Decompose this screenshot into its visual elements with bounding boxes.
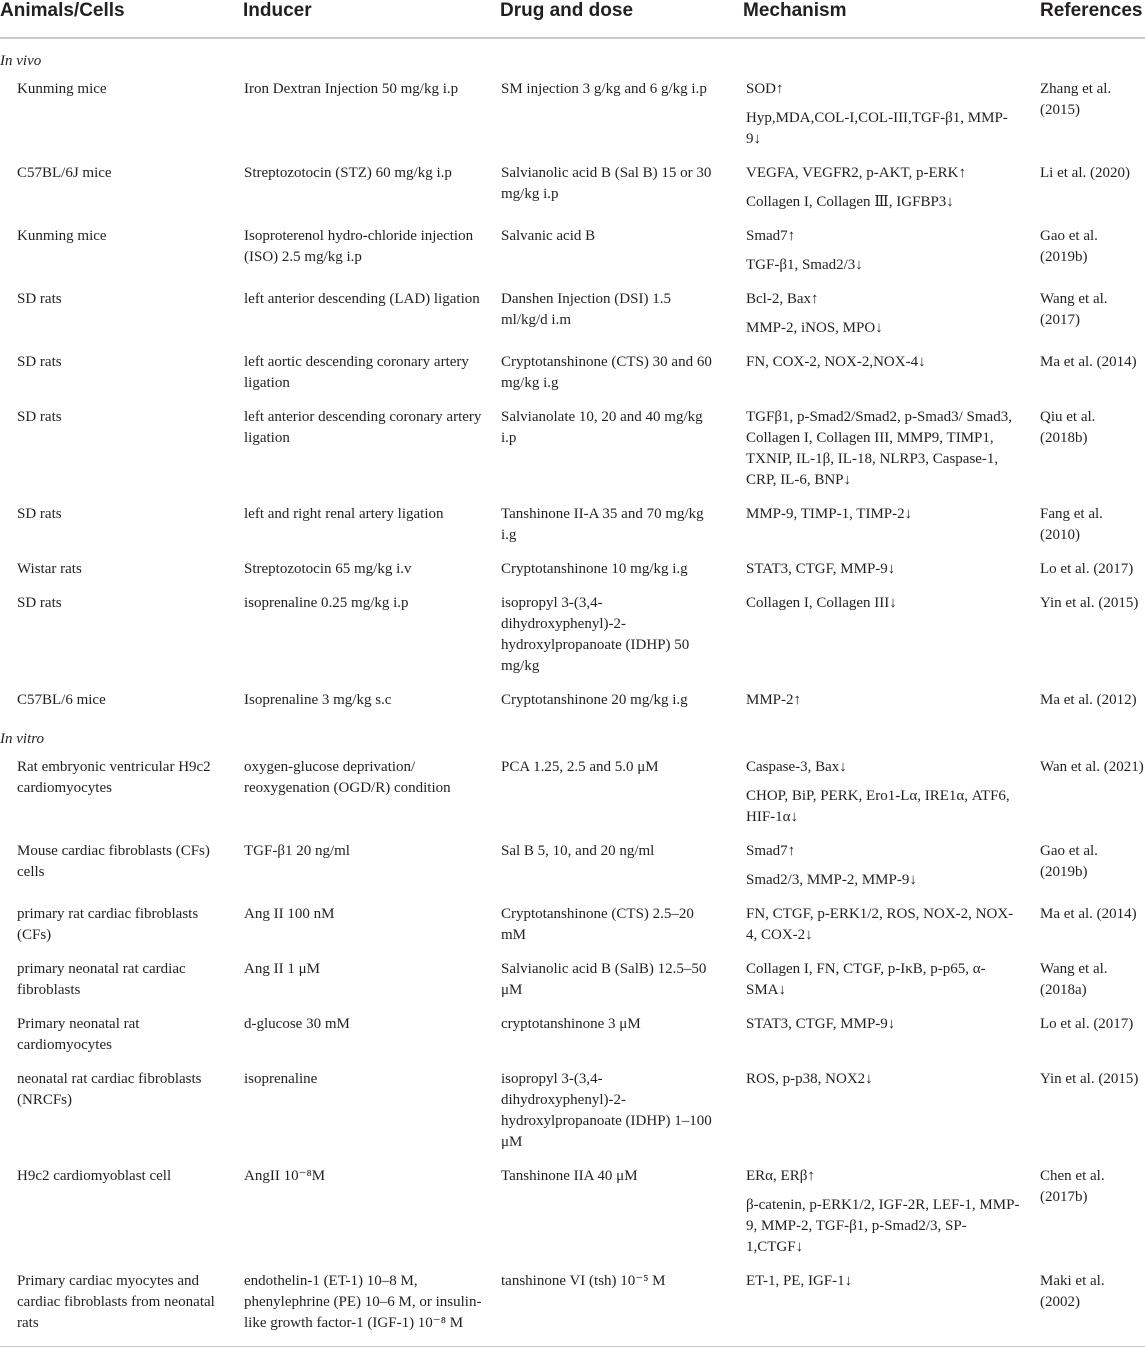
mechanism-line: CHOP, BiP, PERK, Ero1-Lα, IRE1α, ATF6, HIF-1α↓ [746,788,1010,825]
cell-reference: Ma et al. (2014) [1040,354,1137,370]
cell-drug: Tanshinone IIA 40 μM [501,1168,638,1184]
mechanism-line: MMP-9, TIMP-1, TIMP-2↓ [746,506,913,522]
header-references: References [1040,0,1145,38]
cell-animal: Wistar rats [17,561,82,577]
mechanism-line: TGFβ1, p-Smad2/Smad2, p-Smad3/ Smad3, Collagen I, Collagen III, MMP9, TIMP1, TXNIP, IL-1β, IL-18, NLRP3, Caspase-1, CRP, IL-6, BNP↓ [746,409,1012,488]
cell-animal: Mouse cardiac fibroblasts (CFs) cells [17,843,210,880]
cell-drug: Cryptotanshinone (CTS) 30 and 60 mg/kg i.g [501,354,712,391]
cell-inducer: TGF-β1 20 ng/ml [244,843,350,859]
header-animals: Animals/Cells [0,0,242,38]
cell-drug: tanshinone VI (tsh) 10⁻⁵ M [500,1264,743,1347]
cell-drug: Salvianolic acid B (SalB) 12.5–50 μM [501,961,707,998]
mechanism-line: Hyp,MDA,COL-I,COL-III,TGF-β1, MMP-9↓ [746,110,1008,147]
mechanism-line: SOD↑ [746,81,784,97]
mechanism-line: ET-1, PE, IGF-1↓ [746,1273,853,1289]
section-label-in-vitro: In vitro [0,731,45,747]
section-row-in-vivo [0,38,1145,72]
cell-mechanism [743,1007,1040,1062]
cell-mechanism [743,497,1040,552]
mechanism-line: FN, CTGF, p-ERK1/2, ROS, NOX-2, NOX-4, COX-2↓ [746,906,1014,943]
cell-animal: C57BL/6 mice [17,692,106,708]
cell-inducer: AngII 10⁻⁸M [244,1168,326,1184]
cell-inducer: left and right renal artery ligation [244,506,444,522]
cell-mechanism [743,552,1040,586]
cell-mechanism [743,834,1040,897]
cell-animal: neonatal rat cardiac fibroblasts (NRCFs) [17,1071,202,1108]
table-row [0,1159,1145,1264]
cell-inducer: Iron Dextran Injection 50 mg/kg i.p [244,81,459,97]
cell-reference: Chen et al. (2017b) [1040,1168,1105,1205]
header-row [0,0,1145,38]
table-row [0,552,1145,586]
cell-inducer: isoprenaline [244,1071,318,1087]
table-row [0,834,1145,897]
mechanism-line: Collagen I, Collagen Ⅲ, IGFBP3↓ [746,194,954,210]
mechanism-line: TGF-β1, Smad2/3↓ [746,257,863,273]
cell-mechanism [743,1264,1040,1347]
cell-reference: Yin et al. (2015) [1040,595,1139,611]
cell-inducer: endothelin-1 (ET-1) 10–8 M, phenylephrine (PE) 10–6 M, or insulin-like growth factor-1 (IGF-1) 10⁻⁸ M [242,1264,500,1347]
cell-inducer: Isoproterenol hydro-chloride injection (ISO) 2.5 mg/kg i.p [244,228,474,265]
mechanism-line: Smad2/3, MMP-2, MMP-9↓ [746,872,917,888]
cell-animal: SD rats [17,595,62,611]
mechanism-line: Smad7↑ [746,843,796,859]
cell-drug: isopropyl 3-(3,4-dihydroxyphenyl)-2-hydroxylpropanoate (IDHP) 50 mg/kg [501,595,690,674]
cell-reference: Li et al. (2020) [1040,165,1130,181]
table-row [0,586,1145,683]
cell-reference: Wang et al. (2018a) [1040,961,1108,998]
cell-drug: Salvianolate 10, 20 and 40 mg/kg i.p [501,409,703,446]
mechanism-line: MMP-2, iNOS, MPO↓ [746,320,883,336]
cell-reference: Wan et al. (2021) [1040,759,1144,775]
table-row [0,683,1145,717]
cell-inducer: oxygen-glucose deprivation/ reoxygenation (OGD/R) condition [244,759,451,796]
mechanism-line: Smad7↑ [746,228,796,244]
cell-mechanism [743,897,1040,952]
header-inducer: Inducer [242,0,500,38]
cell-reference: Ma et al. (2012) [1040,692,1137,708]
mechanism-line: STAT3, CTGF, MMP-9↓ [746,1016,896,1032]
cell-reference: Zhang et al. (2015) [1040,81,1112,118]
cell-inducer: left aortic descending coronary artery ligation [244,354,469,391]
cell-mechanism [743,72,1040,156]
cell-mechanism [743,282,1040,345]
mechanism-line: MMP-2↑ [746,692,802,708]
cell-mechanism [743,586,1040,683]
section-label-in-vivo: In vivo [0,53,42,69]
cell-animal: Rat embryonic ventricular H9c2 cardiomyocytes [17,759,211,796]
cell-drug: Cryptotanshinone (CTS) 2.5–20 mM [501,906,694,943]
table-row [0,282,1145,345]
table-row [0,156,1145,219]
mechanism-line: FN, COX-2, NOX-2,NOX-4↓ [746,354,926,370]
table-row [0,400,1145,497]
cell-animal: H9c2 cardiomyoblast cell [17,1168,172,1184]
cell-inducer: Isoprenaline 3 mg/kg s.c [244,692,392,708]
cell-reference: Yin et al. (2015) [1040,1071,1139,1087]
cell-mechanism [743,156,1040,219]
cell-drug: Salvanic acid B [501,228,596,244]
cell-inducer: Ang II 100 nM [244,906,335,922]
cell-animal: primary neonatal rat cardiac fibroblasts [17,961,186,998]
table-row [0,952,1145,1007]
cell-reference: Wang et al. (2017) [1040,291,1108,328]
table-body [0,38,1145,1347]
cell-drug: Danshen Injection (DSI) 1.5 ml/kg/d i.m [501,291,671,328]
cell-drug: SM injection 3 g/kg and 6 g/kg i.p [501,81,707,97]
table-row [0,219,1145,282]
cell-animal: C57BL/6J mice [17,165,112,181]
cell-reference: Fang et al. (2010) [1040,506,1103,543]
table-row [0,750,1145,834]
mechanism-line: Caspase-3, Bax↓ [746,759,847,775]
cell-inducer: left anterior descending (LAD) ligation [244,291,480,307]
cell-reference: Maki et al. (2002) [1040,1264,1145,1347]
table-row [0,497,1145,552]
header-mechanism: Mechanism [743,0,1040,38]
cell-inducer: Streptozotocin 65 mg/kg i.v [244,561,412,577]
cell-animal: primary rat cardiac fibroblasts (CFs) [17,906,199,943]
cell-reference: Lo et al. (2017) [1040,561,1134,577]
cell-mechanism [743,219,1040,282]
cell-drug: isopropyl 3-(3,4-dihydroxyphenyl)-2-hydroxylpropanoate (IDHP) 1–100 μM [501,1071,712,1150]
header-drug: Drug and dose [500,0,743,38]
mechanism-line: Collagen I, Collagen III↓ [746,595,897,611]
cell-drug: PCA 1.25, 2.5 and 5.0 μM [501,759,659,775]
cell-animal: Kunming mice [17,228,107,244]
table-row [0,1062,1145,1159]
mechanism-line: Collagen I, FN, CTGF, p-IκB, p-p65, α-SMA↓ [746,961,986,998]
mechanism-line: ROS, p-p38, NOX2↓ [746,1071,873,1087]
cell-reference: Qiu et al. (2018b) [1040,409,1096,446]
cell-drug: Cryptotanshinone 10 mg/kg i.g [501,561,688,577]
cell-animal: Primary cardiac myocytes and cardiac fibroblasts from neonatal rats [0,1264,242,1347]
mechanism-line: Bcl-2, Bax↑ [746,291,819,307]
cell-inducer: Ang II 1 μM [244,961,320,977]
cell-mechanism [743,683,1040,717]
cell-drug: Tanshinone II-A 35 and 70 mg/kg i.g [501,506,704,543]
cell-animal: SD rats [17,409,62,425]
cell-animal: SD rats [17,506,62,522]
table-row [0,897,1145,952]
cell-drug: Cryptotanshinone 20 mg/kg i.g [501,692,688,708]
cell-drug: Salvianolic acid B (Sal B) 15 or 30 mg/kg i.p [501,165,712,202]
cell-inducer: left anterior descending coronary artery ligation [244,409,482,446]
section-row-in-vitro [0,717,1145,750]
cell-drug: cryptotanshinone 3 μM [501,1016,641,1032]
cell-animal: Kunming mice [17,81,107,97]
cell-inducer: Streptozotocin (STZ) 60 mg/kg i.p [244,165,452,181]
table-row [0,1007,1145,1062]
cell-mechanism [743,750,1040,834]
cell-mechanism [743,400,1040,497]
cell-animal: SD rats [17,291,62,307]
table-row [0,345,1145,400]
cell-reference: Gao et al. (2019b) [1040,843,1098,880]
cell-drug: Sal B 5, 10, and 20 ng/ml [501,843,655,859]
cell-reference: Gao et al. (2019b) [1040,228,1098,265]
cell-reference: Ma et al. (2014) [1040,906,1137,922]
cell-animal: Primary neonatal rat cardiomyocytes [17,1016,140,1053]
cell-inducer: isoprenaline 0.25 mg/kg i.p [244,595,409,611]
cell-mechanism [743,345,1040,400]
table-row [0,1264,1145,1347]
mechanism-line: STAT3, CTGF, MMP-9↓ [746,561,896,577]
cell-mechanism [743,952,1040,1007]
cell-inducer: d-glucose 30 mM [244,1016,350,1032]
mechanism-line: β-catenin, p-ERK1/2, IGF-2R, LEF-1, MMP-9, MMP-2, TGF-β1, p-Smad2/3, SP-1,CTGF↓ [746,1197,1020,1255]
mechanism-line: VEGFA, VEGFR2, p-AKT, p-ERK↑ [746,165,966,181]
table-row [0,72,1145,156]
cell-animal: SD rats [17,354,62,370]
mechanism-line: ERα, ERβ↑ [746,1168,815,1184]
cell-reference: Lo et al. (2017) [1040,1016,1134,1032]
cell-mechanism [743,1062,1040,1159]
cell-mechanism [743,1159,1040,1264]
